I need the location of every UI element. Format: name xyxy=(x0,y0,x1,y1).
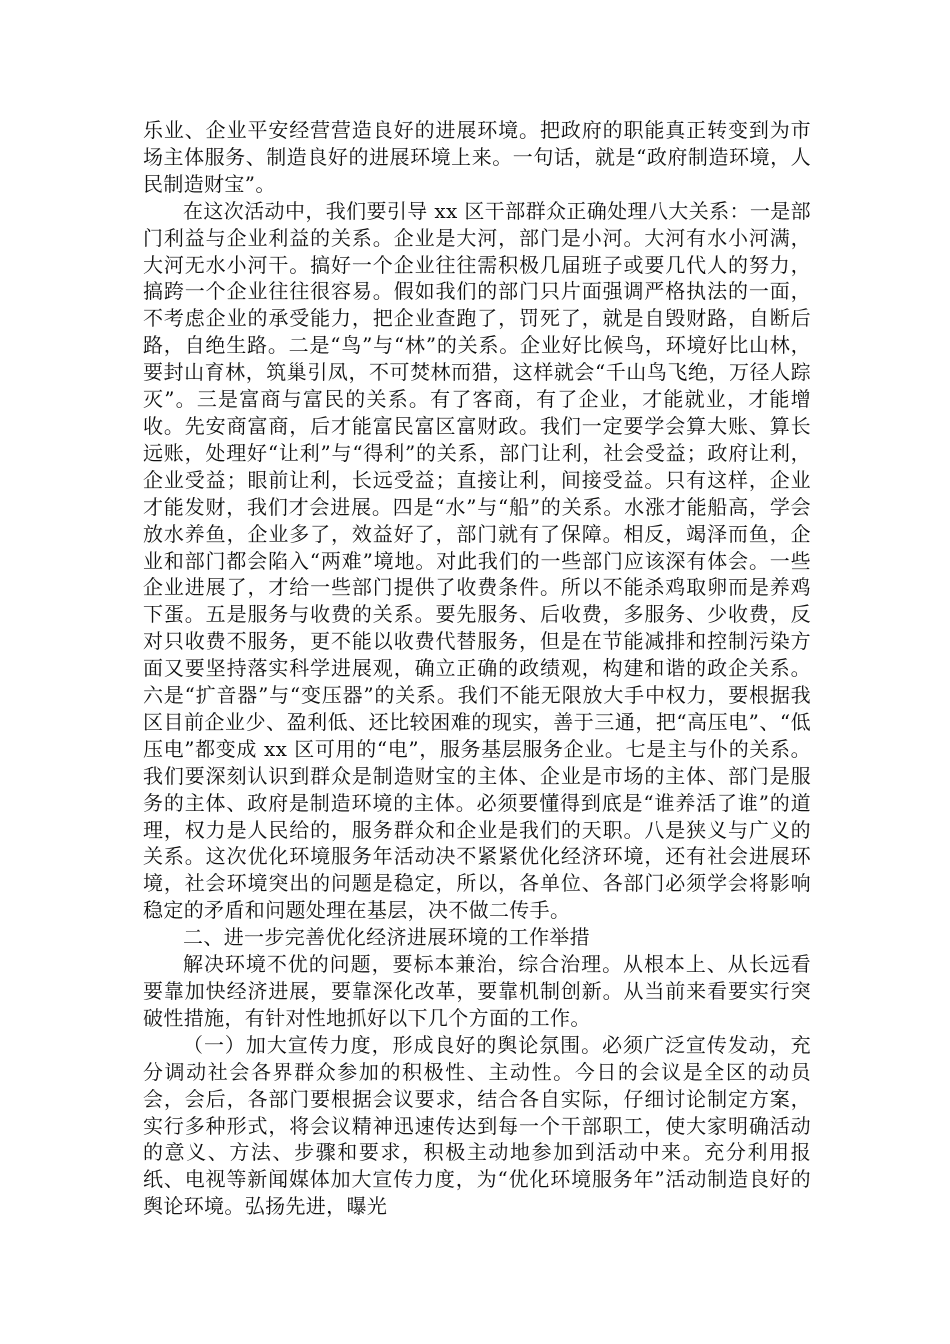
paragraph-overview: 解决环境不优的问题，要标本兼治，综合治理。从根本上、从长远看要靠加快经济进展，要靠深化改革，要靠机制创新。从当前来看要实行突破性措施，有针对性地抓好以下几个方面的工作。 xyxy=(143,952,811,1030)
document-body xyxy=(143,117,811,1220)
paragraph-publicity: （一）加大宣传力度，形成良好的舆论氛围。必须广泛宣传发动，充分调动社会各界群众参加的积极性、主动性。今日的会议是全区的动员会，会后，各部门要根据会议要求，结合各自实际，仔细讨论制定方案，实行多种形式，将会议精神迅速传达到每一个干部职工，使大家明确活动的意义、方法、步骤和要求，积极主动地参加到活动中来。充分利用报纸、电视等新闻媒体加大宣传力度，为“优化环境服务年”活动制造良好的舆论环境。弘扬先进，曝光 xyxy=(143,1032,811,1219)
paragraph-continuation: 乐业、企业平安经营营造良好的进展环境。把政府的职能真正转变到为市场主体服务、制造良好的进展环境上来。一句话，就是“政府制造环境，人民制造财宝”。 xyxy=(143,118,811,196)
section-heading: 二、进一步完善优化经济进展环境的工作举措 xyxy=(183,925,590,950)
paragraph-eight-relations: 在这次活动中，我们要引导 xx 区干部群众正确处理八大关系：一是部门利益与企业利益的关系。企业是大河，部门是小河。大河有水小河满，大河无水小河干。搞好一个企业往往需积极几届班子或要几代人的努力，搞跨一个企业往往很容易。假如我们的部门只片面强调严格执法的一面，不考虑企业的承受能力，把企业查跑了，罚死了，就是自毁财路，自断后路，自绝生路。二是“鸟”与“林”的关系。企业好比候鸟，环境好比山林，要封山育林，筑巢引凤，不可焚林而猎，这样就会“千山鸟飞绝，万径人踪灭”。三是富商与富民的关系。有了客商，有了企业，才能就业，才能增收。先安商富商，后才能富民富区富财政。我们一定要学会算大账、算长远账，处理好“让利”与“得利”的关系，部门让利，社会受益；政府让利，企业受益；眼前让利，长远受益；直接让利，间接受益。只有这样，企业才能发财，我们才会进展。四是“水”与“船”的关系。水涨才能船高，学会放水养鱼，企业多了，效益好了，部门就有了保障。相反，竭泽而鱼，企业和部门都会陷入“两难”境地。对此我们的一些部门应该深有体会。一些企业进展了，才给一些部门提供了收费条件。所以不能杀鸡取卵而是养鸡下蛋。五是服务与收费的关系。要先服务、后收费，多服务、少收费，反对只收费不服务，更不能以收费代替服务，但是在节能减排和控制污染方面又要坚持落实科学进展观，确立正确的政绩观，构建和谐的政企关系。六是“扩音器”与“变压器”的关系。我们不能无限放大手中权力，要根据我区目前企业少、盈利低、还比较困难的现实，善于三通，把“高压电”、“低压电”都变成 xx 区可用的“电”，服务基层服务企业。七是主与仆的关系。我们要深刻认识到群众是制造财宝的主体、企业是市场的主体、部门是服务的主体、政府是制造环境的主体。必须要懂得到底是“谁养活了谁”的道理，权力是人民给的，服务群众和企业是我们的天职。八是狭义与广义的关系。这次优化环境服务年活动决不紧紧优化经济环境，还有社会进展环境，社会环境突出的问题是稳定，所以，各单位、各部门必须学会将影响稳定的矛盾和问题处理在基层，决不做二传手。 xyxy=(143,198,811,923)
